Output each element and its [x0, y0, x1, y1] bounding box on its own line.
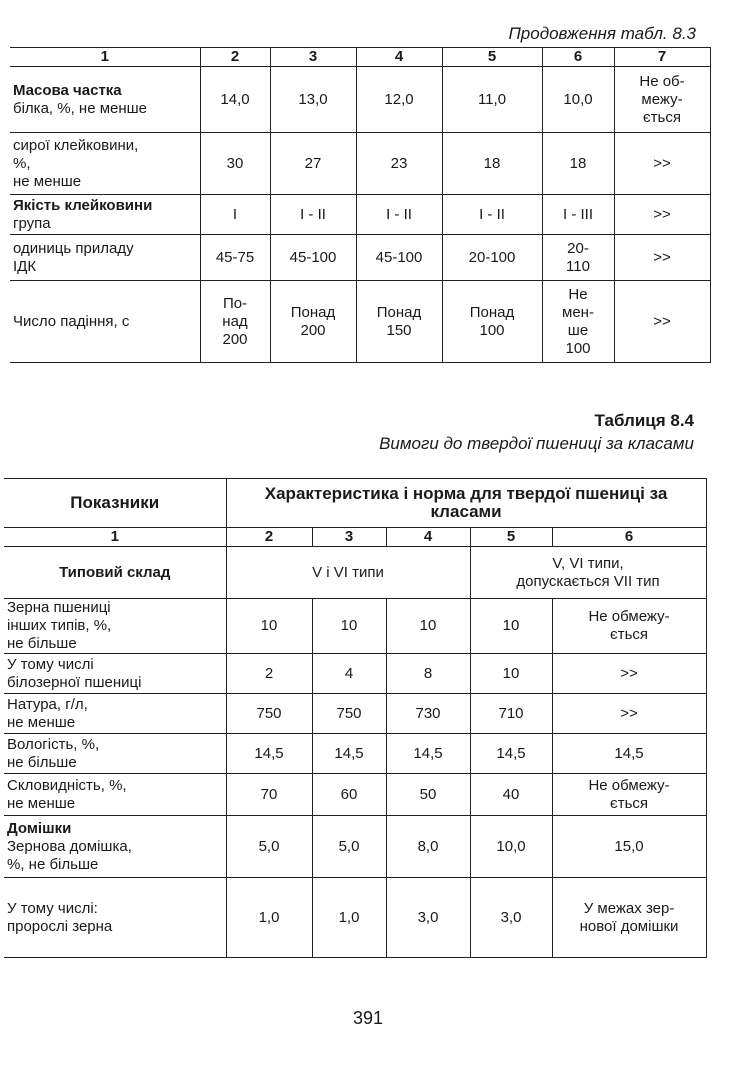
row-label-text: група: [13, 214, 51, 232]
table-row: [10, 281, 710, 363]
table-cell: 45-100: [356, 235, 442, 281]
row-label-text: Натура, г/л, не менше: [7, 695, 88, 731]
table-cell: 3,0: [386, 878, 470, 958]
table-cell: У межах зер- нової домішки: [552, 878, 706, 958]
col-number: 6: [552, 528, 706, 547]
table-cell: 4: [312, 654, 386, 694]
table-cell: Не обмежу- ється: [552, 599, 706, 654]
table-cell: 10: [312, 599, 386, 654]
table-cell: >>: [552, 694, 706, 734]
table-cell: 20-100: [442, 235, 542, 281]
table-cell: Понад 200: [270, 281, 356, 363]
table-cell: 14,5: [226, 734, 312, 774]
row-label: [4, 878, 226, 958]
table-row: [4, 774, 706, 816]
row-label: [10, 67, 200, 133]
row-label-text: У тому числі: пророслі зерна: [7, 899, 113, 935]
table-cell: 8: [386, 654, 470, 694]
table-cell: І - ІІ: [270, 195, 356, 235]
table-cell: >>: [614, 195, 710, 235]
col-header: 4: [356, 48, 442, 67]
table-cell: >>: [552, 654, 706, 694]
table-cell: >>: [614, 281, 710, 363]
col-header: 6: [542, 48, 614, 67]
table-cell: 14,5: [470, 734, 552, 774]
table-cell: 10: [226, 599, 312, 654]
row-label-text: Скловидність, %, не менше: [7, 776, 127, 812]
table-cell: 10: [470, 599, 552, 654]
row-label: [4, 774, 226, 816]
row-label-text: білка, %, не менше: [13, 99, 148, 117]
table-row: [4, 599, 706, 654]
table-row: [4, 816, 706, 878]
table-cell: 50: [386, 774, 470, 816]
table-cell: 30: [200, 133, 270, 195]
table-cell: 13,0: [270, 67, 356, 133]
table-cell: 11,0: [442, 67, 542, 133]
col-header: 5: [442, 48, 542, 67]
table-cell: 10: [386, 599, 470, 654]
table-row: [10, 133, 710, 195]
table-8-4: [4, 478, 707, 958]
table-subtitle: Вимоги до твердої пшениці за класами: [379, 434, 694, 453]
row-label: Типовий склад: [4, 547, 226, 599]
table-cell: 10,0: [470, 816, 552, 878]
table-cell: 14,5: [386, 734, 470, 774]
table-cell: 8,0: [386, 816, 470, 878]
table-cell: 1,0: [226, 878, 312, 958]
table-cell: І - ІІІ: [542, 195, 614, 235]
col-number: 1: [4, 528, 226, 547]
row-label: [10, 195, 200, 235]
table-cell: Не мен- ше 100: [542, 281, 614, 363]
table-cell: Не об- межу- ється: [614, 67, 710, 133]
row-label-text: Число падіння, с: [13, 312, 130, 330]
table-cell: V, VI типи, допускається VII тип: [470, 547, 706, 599]
table-cell: 710: [470, 694, 552, 734]
table-cell: І - ІІ: [442, 195, 542, 235]
table-title: Таблиця 8.4: [594, 411, 694, 430]
table-cell: 730: [386, 694, 470, 734]
col-header: 7: [614, 48, 710, 67]
column-number-row: [4, 528, 706, 547]
table-cell: 45-100: [270, 235, 356, 281]
col-header: 1: [10, 48, 200, 67]
table-row: [10, 195, 710, 235]
table-cell: І: [200, 195, 270, 235]
header-characteristic: Характеристика і норма для твердої пшениці за класами: [226, 479, 706, 528]
table-row: [4, 654, 706, 694]
row-label: [10, 235, 200, 281]
page-number: 391: [352, 1008, 384, 1028]
table-cell: Понад 150: [356, 281, 442, 363]
table-cell: 1,0: [312, 878, 386, 958]
table-row: [10, 67, 710, 133]
table-cell: 40: [470, 774, 552, 816]
row-label-text: У тому числі білозерної пшениці: [7, 655, 142, 691]
row-label: [4, 599, 226, 654]
table-row: [4, 878, 706, 958]
table-cell: 5,0: [312, 816, 386, 878]
table-cell: 18: [542, 133, 614, 195]
table-cell: 27: [270, 133, 356, 195]
row-label-text: Вологість, %, не більше: [7, 735, 100, 771]
col-header: 2: [200, 48, 270, 67]
table-row: [4, 734, 706, 774]
row-label-text: Зерна пшениці інших типів, %, не більше: [7, 599, 112, 652]
col-number: 2: [226, 528, 312, 547]
table-cell: 750: [226, 694, 312, 734]
table-row: [4, 694, 706, 734]
row-label-heading: Домішки: [7, 819, 72, 837]
table-cell: 18: [442, 133, 542, 195]
table-cell: >>: [614, 235, 710, 281]
table-cell: 14,5: [552, 734, 706, 774]
table-cell: 750: [312, 694, 386, 734]
row-label: [10, 281, 200, 363]
table-cell: 10,0: [542, 67, 614, 133]
row-label-heading: Якість клейковини: [13, 196, 153, 214]
col-number: 3: [312, 528, 386, 547]
table-row: [4, 547, 706, 599]
table-header-row: [10, 48, 710, 67]
table-cell: 14,5: [312, 734, 386, 774]
row-label: [4, 694, 226, 734]
table-header-row: [4, 479, 706, 528]
table-cell: 5,0: [226, 816, 312, 878]
table-cell: 70: [226, 774, 312, 816]
table-cell: 10: [470, 654, 552, 694]
table-cell: 45-75: [200, 235, 270, 281]
col-header: 3: [270, 48, 356, 67]
row-label: [4, 734, 226, 774]
col-number: 5: [470, 528, 552, 547]
row-label: [10, 133, 200, 195]
table-cell: >>: [614, 133, 710, 195]
table-cell: 2: [226, 654, 312, 694]
table-cell: 12,0: [356, 67, 442, 133]
col-number: 4: [386, 528, 470, 547]
table-cell: 15,0: [552, 816, 706, 878]
table-cell: 14,0: [200, 67, 270, 133]
continuation-caption: Продовження табл. 8.3: [508, 24, 696, 43]
table-cell: 60: [312, 774, 386, 816]
table-cell: Не обмежу- ється: [552, 774, 706, 816]
row-label: [4, 654, 226, 694]
table-cell: V і VI типи: [226, 547, 470, 599]
table-cell: Понад 100: [442, 281, 542, 363]
table-cell: По- над 200: [200, 281, 270, 363]
row-label-heading: Масова частка: [13, 81, 122, 99]
header-indicators: Показники: [4, 479, 226, 528]
table-cell: 3,0: [470, 878, 552, 958]
table-8-3-continuation: [10, 47, 711, 363]
row-label-text: Зернова домішка, %, не більше: [7, 837, 132, 873]
table-cell: І - ІІ: [356, 195, 442, 235]
row-label-text: сирої клейковини, %, не менше: [13, 136, 139, 190]
table-cell: 20- 110: [542, 235, 614, 281]
table-cell: 23: [356, 133, 442, 195]
row-label-text: одиниць приладу ІДК: [13, 239, 134, 275]
table-row: [10, 235, 710, 281]
row-label: [4, 816, 226, 878]
